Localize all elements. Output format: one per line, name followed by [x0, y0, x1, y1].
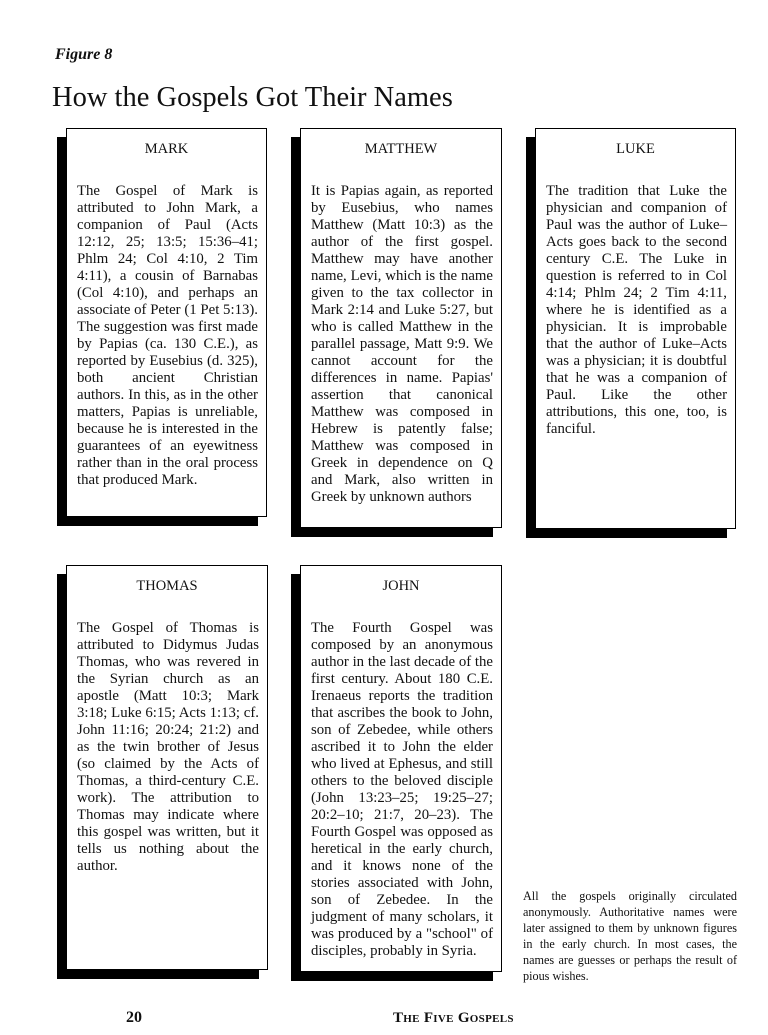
card-matthew [300, 128, 502, 528]
card-text: The Gospel of Thomas is attributed to Didymus Judas Thomas, who was revered in the Syrian church as an apostle (Matt 10:3; Mark 3:18; Luke 6:15; Acts 1:13; cf. John 11:16; 20:24; 21:2) and as the twin brother of Jesus (so claimed by the Acts of Thomas, a third-century C.E. work). The attribution to Thomas may indicate where this gospel was written, but it tells us nothing about the author. [77, 620, 259, 874]
card-heading: JOHN [382, 578, 420, 594]
card-thomas [66, 565, 268, 970]
card-heading: MATTHEW [364, 141, 438, 157]
page-number: 20 [126, 1009, 142, 1026]
card-text: The tradition that Luke the physician and companion of Paul was the author of Luke–Acts goes back to the second century C.E. The Luke in question is referred to in Col 4:14; Phlm 24; 2 Tim 4:11, where he is identified as a physician. It is improbable that the author of Luke–Acts was a physician; it is doubtful that he was a companion of Paul. Like the other attributions, this one, too, is fanciful. [546, 183, 727, 437]
card-text: The Gospel of Mark is attributed to John Mark, a companion of Paul (Acts 12:12, 25; 13:5; 15:36–41; Phlm 24; Col 4:10, 2 Tim 4:11), a cousin of Barnabas (Col 4:10), and perhaps an associate of Peter (1 Pet 5:13). The suggestion was first made by Papias (ca. 130 C.E.), as reported by Eusebius (d. 325), both ancient Christian authors. In this, as in the other matters, Papias is unreliable, because he is interested in the guarantees of an eyewitness rather than in the oral process that produced Mark. [77, 183, 258, 488]
figure-label: Figure 8 [55, 46, 113, 63]
sidenote: All the gospels originally circulated anonymously. Authoritative names were later assigned to them by unknown figures in the early church. In most cases, the names are guesses or perhaps the result of pious wishes. [523, 889, 737, 983]
card-heading: THOMAS [136, 578, 198, 594]
page-title: How the Gospels Got Their Names [52, 82, 453, 113]
card-text: The Fourth Gospel was composed by an anonymous author in the last decade of the first century. About 180 C.E. Irenaeus reports the tradition that ascribes the book to John, son of Zebedee, while others ascribed it to John the elder who lived at Ephesus, and still others to the beloved disciple (John 13:23–25; 19:25–27; 20:2–10; 21:7, 20–23). The Fourth Gospel was opposed as heretical in the early church, and it knows none of the stories associated with John, son of Zebedee. In the judgment of many scholars, it was produced by a "school" of disciples, probably in Syria. [311, 620, 493, 959]
card-heading: MARK [144, 141, 189, 157]
card-mark [66, 128, 267, 517]
running-head: The Five Gospels [393, 1010, 514, 1026]
card-luke [535, 128, 736, 529]
card-heading: LUKE [616, 141, 655, 157]
card-john [300, 565, 502, 972]
card-text: It is Papias again, as reported by Eusebius, who names Matthew (Matt 10:3) as the author of the first gospel. Matthew may have another name, Levi, which is the name given to the tax collector in Mark 2:14 and Luke 5:27, but who is called Matthew in the parallel passage, Matt 9:9. We cannot account for the differences in name. Papias' assertion that canonical Matthew was composed in Hebrew is patently false; Matthew was composed in Greek in dependence on Q and Mark, also written in Greek by unknown authors [311, 183, 493, 505]
